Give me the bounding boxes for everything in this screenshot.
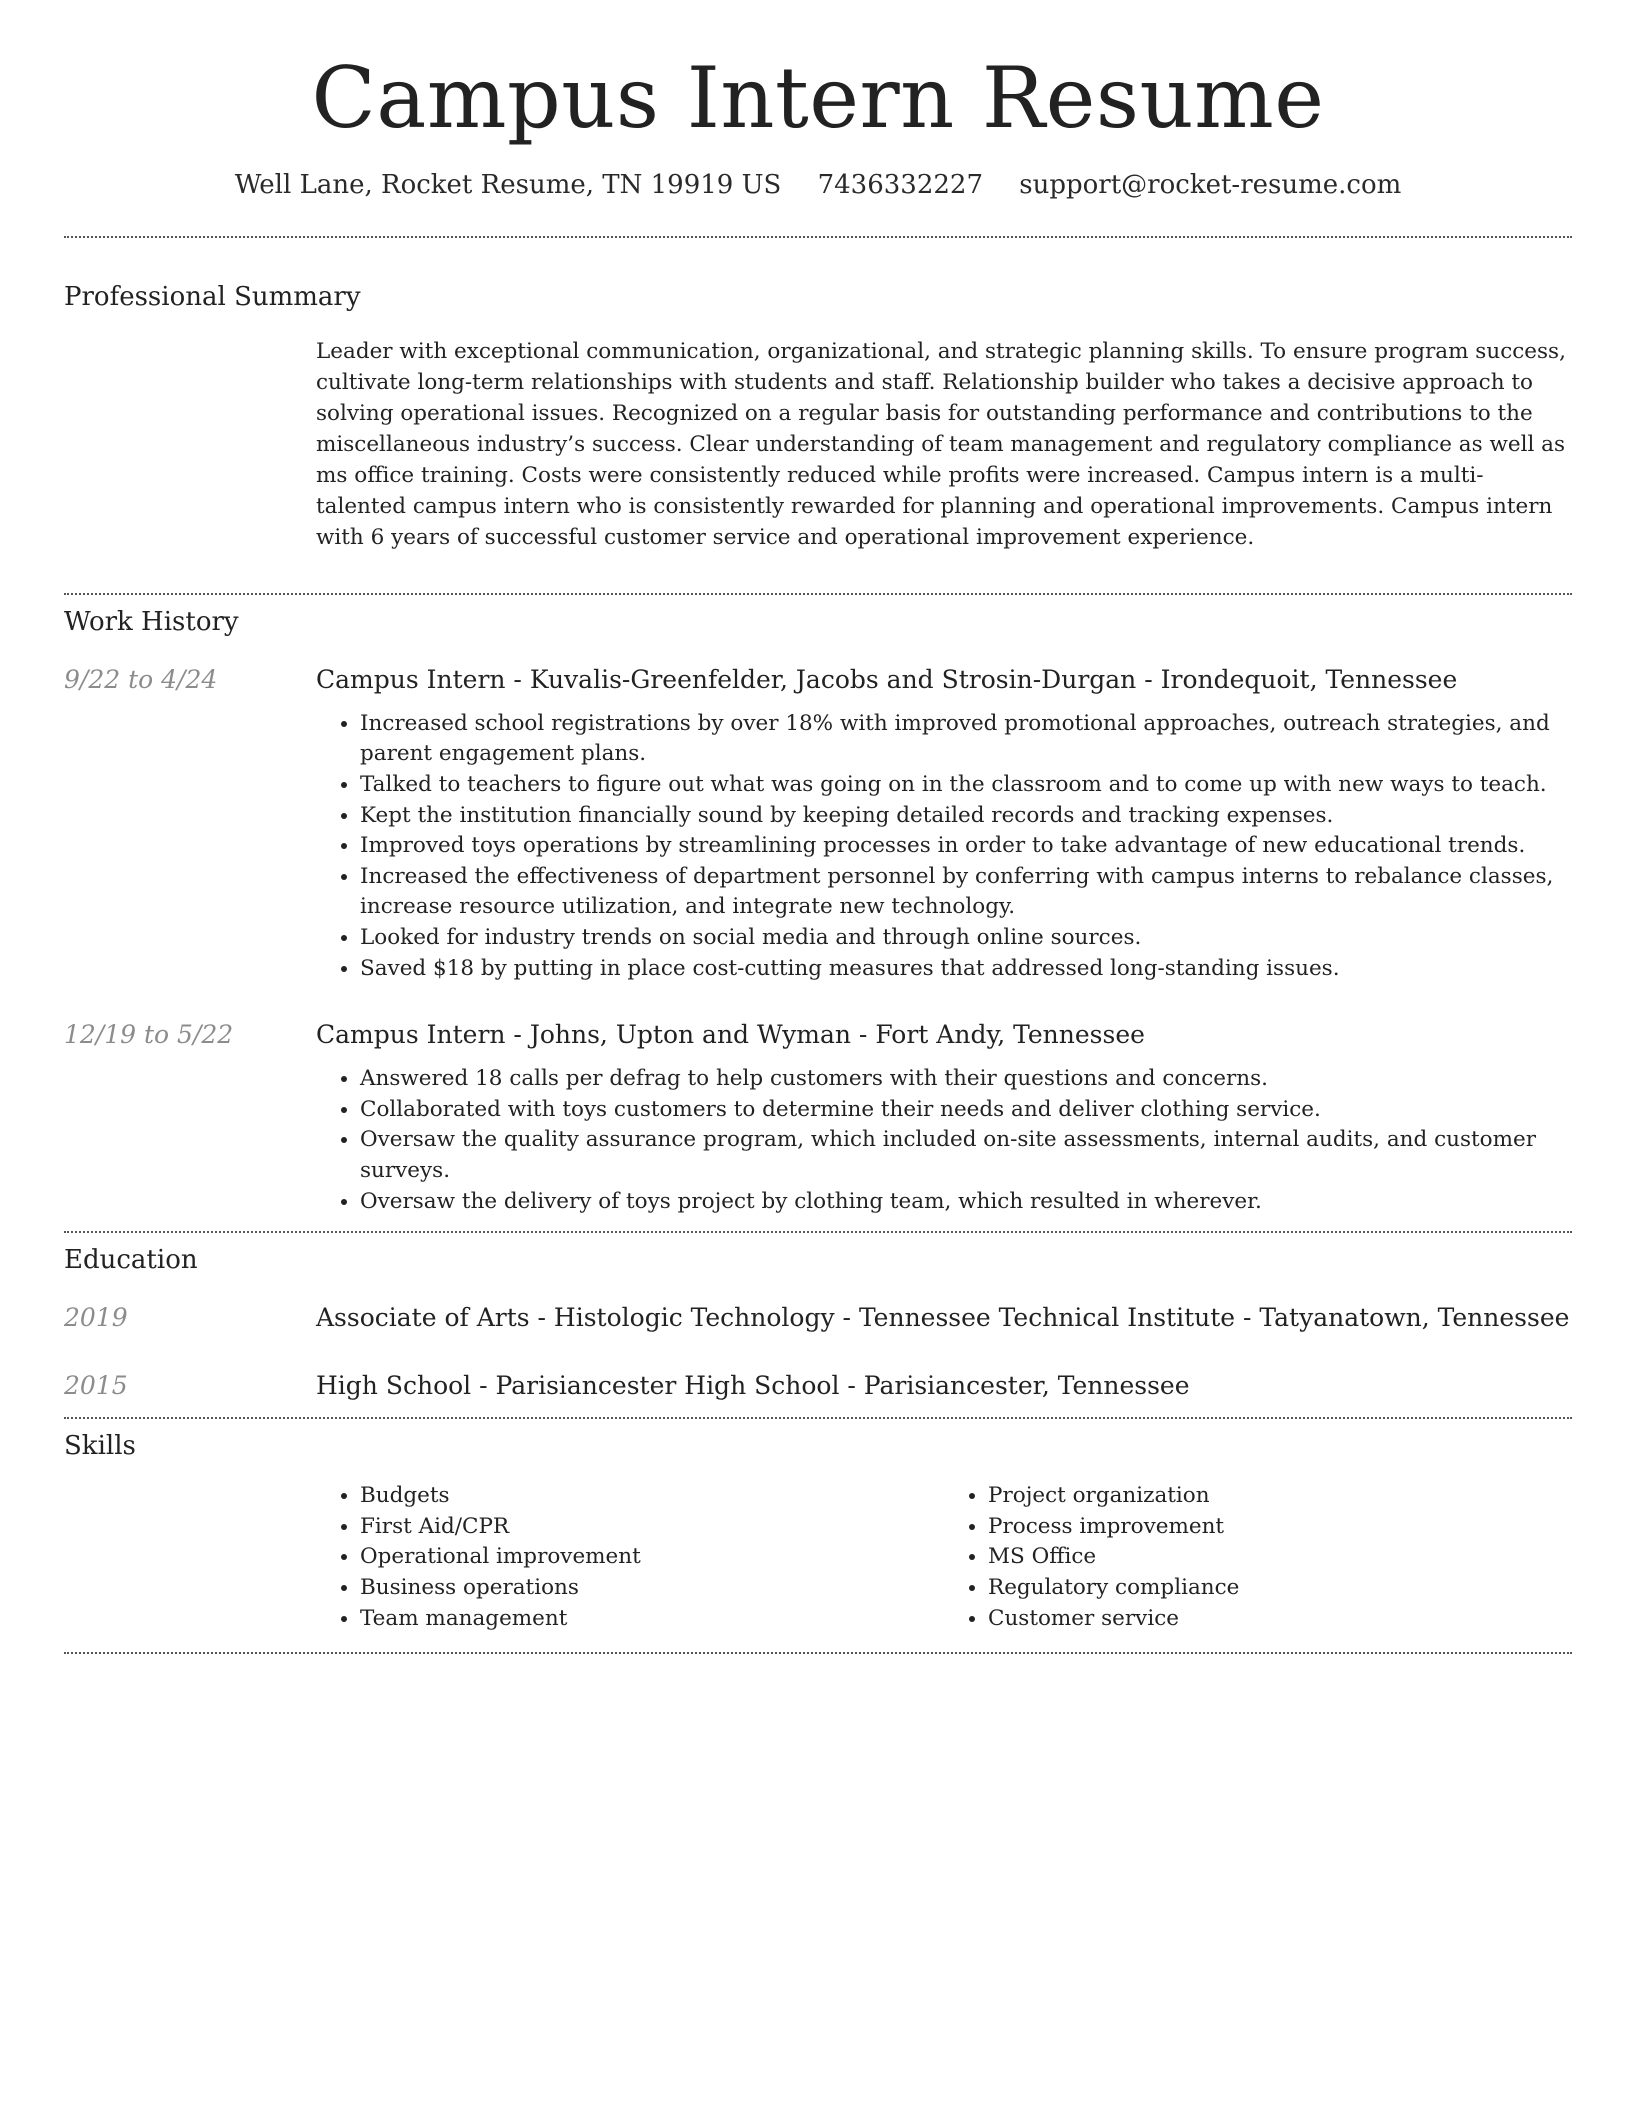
education-section — [64, 1233, 1572, 1403]
skills-columns — [316, 1481, 1572, 1652]
contact-address: Well Lane, Rocket Resume, TN 19919 US — [234, 170, 782, 201]
skills-section-title: Skills — [64, 1431, 136, 1462]
education-entry — [64, 1369, 1572, 1403]
summary-section-title: Professional Summary — [64, 282, 361, 313]
job-heading: Campus Intern - Kuvalis-Greenfelder, Jacobs and Strosin-Durgan - Irondequoit, Tennessee — [316, 664, 1458, 694]
skill-item: • Customer service — [988, 1604, 1572, 1635]
work-history-section — [64, 595, 1572, 1231]
job-bullet: • Looked for industry trends on social media and through online sources. — [360, 923, 1572, 954]
skill-item: • Budgets — [360, 1481, 944, 1512]
job-heading: Campus Intern - Johns, Upton and Wyman - Fort Andy, Tennessee — [316, 1020, 1145, 1050]
education-date: 2019 — [64, 1303, 128, 1333]
divider — [64, 236, 1572, 238]
skill-item: • Project organization — [988, 1481, 1572, 1512]
job-bullet: • Increased school registrations by over 18% with improved promotional approaches, outreach strategies, and parent engagement plans. — [360, 709, 1572, 770]
summary-section — [64, 282, 1572, 571]
job-bullet: • Answered 18 calls per defrag to help customers with their questions and concerns. — [360, 1064, 1572, 1095]
skills-section — [64, 1419, 1572, 1652]
job-bullet: • Oversaw the quality assurance program, which included on-site assessments, internal audits, and customer surveys. — [360, 1125, 1572, 1186]
skill-item: • MS Office — [988, 1542, 1572, 1573]
job-bullet: • Oversaw the delivery of toys project by clothing team, which resulted in wherever. — [360, 1187, 1572, 1218]
job-entry — [64, 1018, 1572, 1231]
skill-item: • Regulatory compliance — [988, 1573, 1572, 1604]
skill-item: • First Aid/CPR — [360, 1512, 944, 1543]
work-history-section-title: Work History — [64, 606, 239, 637]
job-bullets — [316, 709, 1572, 984]
divider — [64, 1652, 1572, 1654]
summary-text: Leader with exceptional communication, organizational, and strategic planning skills. To ensure program success, cultivate long-term relationships with students and staff. Relationship builder who takes a decisive approach to solving operational issues. Recognized on a regular basis for outstanding performance and contributions to the miscellaneous industry’s success. Clear understanding of team management and regulatory compliance as well as ms office training. Costs were consistently reduced while profits were increased. Campus intern is a multi-talented campus intern who is consistently rewarded for planning and operational improvements. Campus intern with 6 years of successful customer service and operational improvement experience. — [316, 339, 1566, 551]
job-bullet: • Increased the effectiveness of department personnel by conferring with campus interns to rebalance classes, increase resource utilization, and integrate new technology. — [360, 862, 1572, 923]
resume-page — [64, 0, 1572, 1654]
contact-email: support@rocket-resume.com — [1019, 170, 1402, 201]
job-date: 9/22 to 4/24 — [64, 664, 218, 694]
education-date: 2015 — [64, 1371, 128, 1401]
job-bullets — [316, 1064, 1572, 1217]
job-bullet: • Saved $18 by putting in place cost-cutting measures that addressed long-standing issues. — [360, 954, 1572, 985]
skills-list-right — [944, 1481, 1572, 1634]
education-heading: Associate of Arts - Histologic Technology - Tennessee Technical Institute - Tatyanatown, Tennessee — [316, 1303, 1570, 1333]
skill-item: • Business operations — [360, 1573, 944, 1604]
education-entry — [64, 1301, 1572, 1335]
job-bullet: • Talked to teachers to figure out what was going on in the classroom and to come up with new ways to teach. — [360, 770, 1572, 801]
education-section-title: Education — [64, 1245, 198, 1276]
job-bullet: • Kept the institution financially sound by keeping detailed records and tracking expenses. — [360, 801, 1572, 832]
job-bullet: • Improved toys operations by streamlining processes in order to take advantage of new educational trends. — [360, 831, 1572, 862]
skill-item: • Process improvement — [988, 1512, 1572, 1543]
skill-item: • Operational improvement — [360, 1542, 944, 1573]
job-entry — [64, 663, 1572, 984]
education-heading: High School - Parisiancester High School - Parisiancester, Tennessee — [316, 1371, 1190, 1401]
contact-info — [64, 170, 1572, 200]
job-bullet: • Collaborated with toys customers to determine their needs and deliver clothing service. — [360, 1095, 1572, 1126]
contact-phone: 7436332227 — [817, 170, 984, 201]
job-date: 12/19 to 5/22 — [64, 1020, 234, 1050]
resume-title: Campus Intern Resume — [311, 49, 1325, 147]
skill-item: • Team management — [360, 1604, 944, 1635]
skills-list-left — [316, 1481, 944, 1634]
